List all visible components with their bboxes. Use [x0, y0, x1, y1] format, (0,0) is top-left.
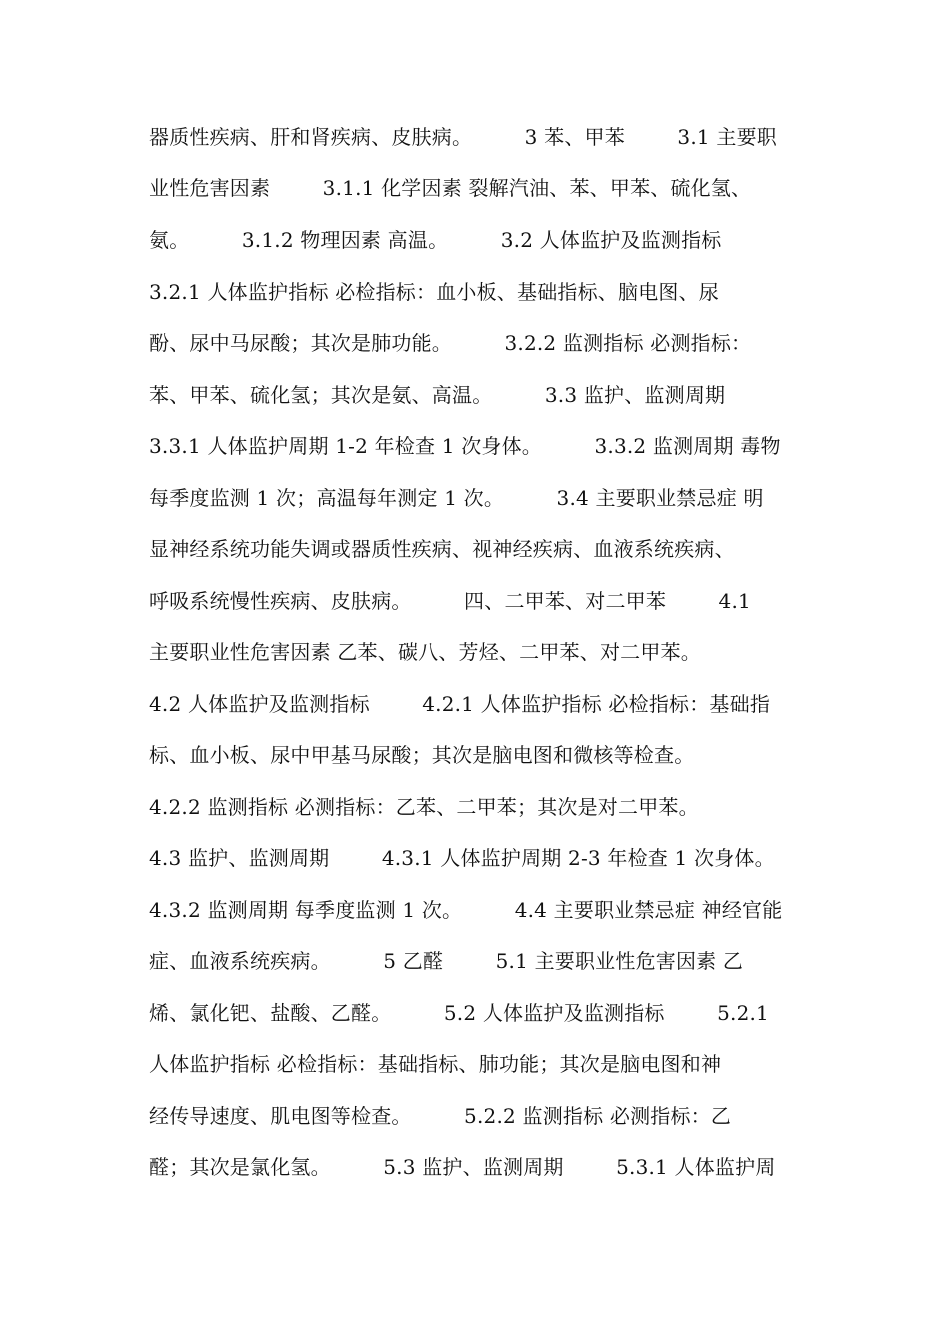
text-line: 显神经系统功能失调或器质性疾病、视神经疾病、血液系统疾病、	[149, 537, 735, 561]
text-line: 3.2.1 人体监护指标 必检指标：血小板、基础指标、脑电图、尿	[149, 280, 720, 304]
text-line: 器质性疾病、肝和肾疾病、皮肤病。 3 苯、甲苯 3.1 主要职	[149, 125, 777, 149]
text-line: 主要职业性危害因素 乙苯、碳八、芳烃、二甲苯、对二甲苯。	[149, 640, 701, 664]
text-line: 呼吸系统慢性疾病、皮肤病。 四、二甲苯、对二甲苯 4.1	[149, 589, 751, 613]
text-line: 4.3 监护、监测周期 4.3.1 人体监护周期 2-3 年检查 1 次身体。	[149, 846, 775, 870]
text-line: 4.3.2 监测周期 每季度监测 1 次。 4.4 主要职业禁忌症 神经官能	[149, 898, 783, 922]
text-line: 烯、氯化钯、盐酸、乙醛。 5.2 人体监护及监测指标 5.2.1	[149, 1001, 769, 1025]
text-line: 4.2 人体监护及监测指标 4.2.1 人体监护指标 必检指标：基础指	[149, 692, 771, 716]
text-line: 氨。 3.1.2 物理因素 高温。 3.2 人体监护及监测指标	[149, 228, 722, 252]
text-line: 4.2.2 监测指标 必测指标：乙苯、二甲苯；其次是对二甲苯。	[149, 795, 699, 819]
text-line: 标、血小板、尿中甲基马尿酸；其次是脑电图和微核等检查。	[149, 743, 695, 767]
text-line: 每季度监测 1 次；高温每年测定 1 次。 3.4 主要职业禁忌症 明	[149, 486, 764, 510]
text-line: 酚、尿中马尿酸；其次是肺功能。 3.2.2 监测指标 必测指标：	[149, 331, 752, 355]
text-line: 3.3.1 人体监护周期 1-2 年检查 1 次身体。 3.3.2 监测周期 毒物	[149, 434, 781, 458]
text-line: 人体监护指标 必检指标：基础指标、肺功能；其次是脑电图和神	[149, 1052, 722, 1076]
text-line: 苯、甲苯、硫化氢；其次是氨、高温。 3.3 监护、监测周期	[149, 383, 726, 407]
text-line: 经传导速度、肌电图等检查。 5.2.2 监测指标 必测指标：乙	[149, 1104, 732, 1128]
text-line: 业性危害因素 3.1.1 化学因素 裂解汽油、苯、甲苯、硫化氢、	[149, 176, 752, 200]
text-line: 醛；其次是氯化氢。 5.3 监护、监测周期 5.3.1 人体监护周	[149, 1155, 776, 1179]
text-line: 症、血液系统疾病。 5 乙醛 5.1 主要职业性危害因素 乙	[149, 949, 744, 973]
